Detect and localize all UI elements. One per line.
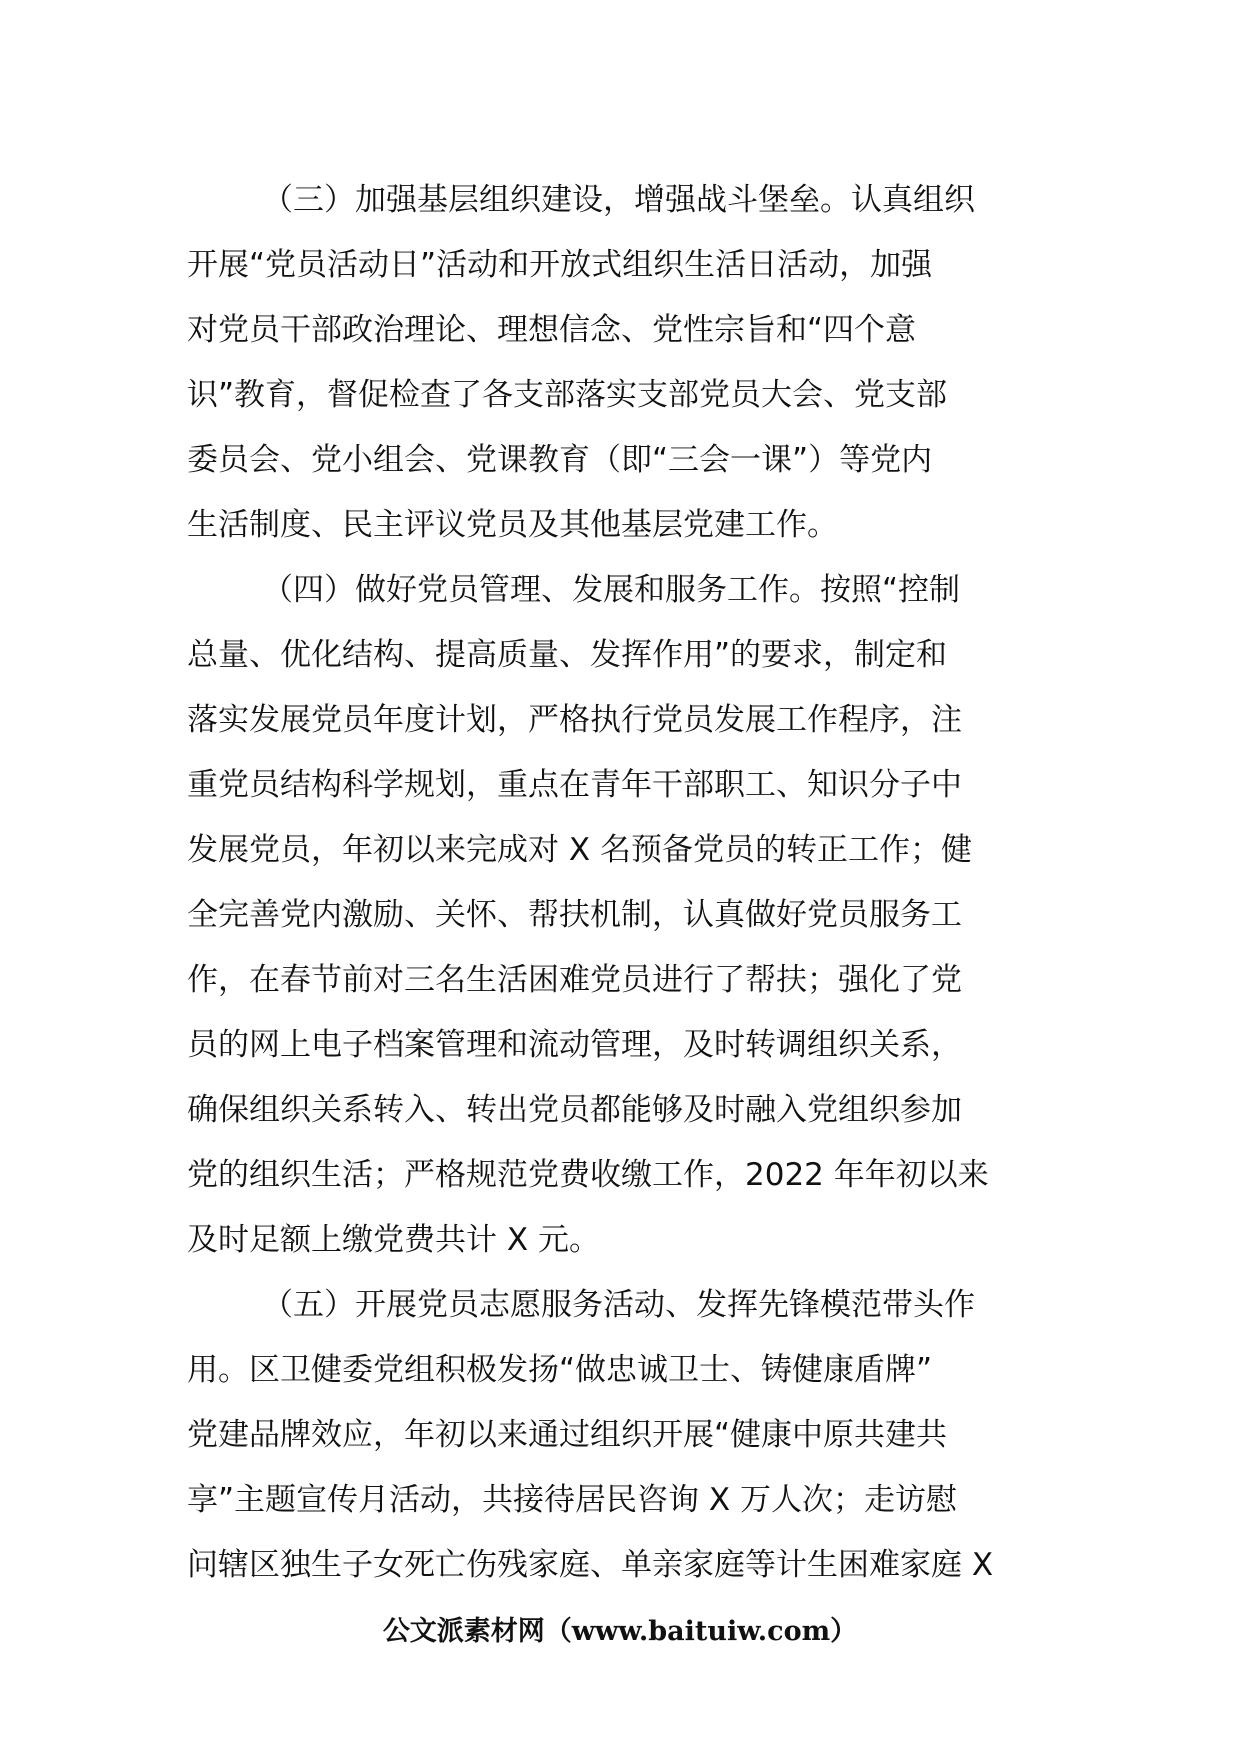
paragraph-5-line-4: 享”主题宣传月活动，共接待居民咨询 X 万人次；走访慰: [187, 1482, 958, 1518]
paragraph-4-line-8: 员的网上电子档案管理和流动管理，及时转调组织关系，: [187, 1027, 962, 1063]
paragraph-4-line-11: 及时足额上缴党费共计 X 元。: [187, 1222, 600, 1258]
paragraph-3-line-6: 生活制度、民主评议党员及其他基层党建工作。: [187, 507, 838, 543]
paragraph-5-line-2: 用。区卫健委党组积极发扬“做忠诚卫士、铸健康盾牌”: [187, 1352, 933, 1388]
paragraph-5-line-1: （五）开展党员志愿服务活动、发挥先锋模范带头作: [262, 1287, 975, 1323]
paragraph-4-line-3: 落实发展党员年度计划，严格执行党员发展工作程序，注: [187, 702, 962, 738]
paragraph-4-line-5: 发展党员，年初以来完成对 X 名预备党员的转正工作；健: [187, 832, 972, 868]
paragraph-3-line-5: 委员会、党小组会、党课教育（即“三会一课”）等党内: [187, 442, 933, 478]
paragraph-3-line-4: 识”教育，督促检查了各支部落实支部党员大会、党支部: [187, 377, 948, 413]
paragraph-4-line-10: 党的组织生活；严格规范党费收缴工作，2022 年年初以来: [187, 1157, 989, 1193]
paragraph-4-line-4: 重党员结构科学规划，重点在青年干部职工、知识分子中: [187, 767, 962, 803]
paragraph-4-line-9: 确保组织关系转入、转出党员都能够及时融入党组织参加: [187, 1092, 962, 1128]
paragraph-4-line-1: （四）做好党员管理、发展和服务工作。按照“控制: [262, 572, 961, 608]
paragraph-3-line-3: 对党员干部政治理论、理想信念、党性宗旨和“四个意: [187, 312, 917, 348]
paragraph-3-line-1: （三）加强基层组织建设，增强战斗堡垒。认真组织: [262, 182, 975, 218]
paragraph-3-line-2: 开展“党员活动日”活动和开放式组织生活日活动，加强: [187, 247, 933, 283]
document-body: [187, 168, 1055, 1598]
paragraph-4-line-7: 作，在春节前对三名生活困难党员进行了帮扶；强化了党: [187, 962, 962, 998]
paragraph-4-line-6: 全完善党内激励、关怀、帮扶机制，认真做好党员服务工: [187, 897, 962, 933]
paragraph-4-line-2: 总量、优化结构、提高质量、发挥作用”的要求，制定和: [187, 637, 948, 673]
page-footer-watermark: 公文派素材网（www.baituiw.com）: [382, 1616, 858, 1647]
paragraph-5-line-3: 党建品牌效应，年初以来通过组织开展“健康中原共建共: [187, 1417, 948, 1453]
paragraph-5-line-5: 问辖区独生子女死亡伤残家庭、单亲家庭等计生困难家庭 X: [187, 1547, 994, 1583]
